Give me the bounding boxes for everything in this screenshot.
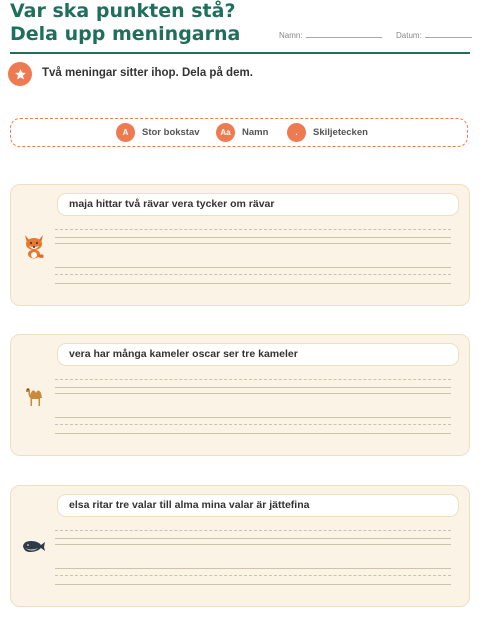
legend-label-name: Namn: [242, 127, 269, 138]
writing-line: [55, 379, 451, 380]
camel-icon: [22, 381, 46, 409]
exercise-card-1: [10, 184, 470, 306]
name-line[interactable]: [306, 37, 382, 38]
writing-line: [55, 393, 451, 394]
legend-item-capital: [116, 123, 200, 142]
whale-icon: [22, 532, 46, 560]
writing-line: [55, 433, 451, 434]
name-field[interactable]: [279, 31, 382, 40]
writing-line: [55, 267, 451, 268]
writing-line: [55, 530, 451, 531]
writing-line: [55, 229, 451, 230]
legend-item-name: [216, 123, 268, 142]
legend-badge-capital: A: [116, 123, 135, 142]
date-line[interactable]: [425, 37, 472, 38]
legend-label-capital: Stor bokstav: [142, 127, 200, 138]
legend-box: [10, 118, 468, 147]
page-title: Var ska punkten stå? Dela upp meningarna: [10, 0, 241, 45]
writing-line: [55, 575, 451, 576]
legend-badge-name: Aa: [216, 123, 235, 142]
writing-line: [55, 387, 451, 388]
sentence-2: vera har många kameler oscar ser tre kameler: [57, 343, 459, 366]
writing-line: [55, 243, 451, 244]
name-label: Namn:: [279, 31, 303, 40]
writing-line: [55, 538, 451, 539]
exercise-card-2: [10, 334, 470, 456]
fox-icon: [22, 231, 46, 259]
writing-line: [55, 417, 451, 418]
sentence-1: maja hittar två rävar vera tycker om rävar: [57, 193, 459, 216]
date-field[interactable]: [396, 31, 472, 40]
date-label: Datum:: [396, 31, 422, 40]
instruction-text: Två meningar sitter ihop. Dela på dem.: [42, 67, 253, 79]
writing-line: [55, 568, 451, 569]
writing-line: [55, 274, 451, 275]
header-divider: [10, 52, 470, 54]
sentence-3: elsa ritar tre valar till alma mina valar är jättefina: [57, 494, 459, 517]
writing-line: [55, 584, 451, 585]
legend-item-punctuation: [287, 123, 368, 142]
writing-line: [55, 424, 451, 425]
exercise-card-3: [10, 485, 470, 607]
star-icon: [8, 62, 32, 86]
writing-line: [55, 283, 451, 284]
writing-line: [55, 544, 451, 545]
writing-line: [55, 237, 451, 238]
legend-badge-punctuation: .: [287, 123, 306, 142]
legend-label-punctuation: Skiljetecken: [313, 127, 368, 138]
